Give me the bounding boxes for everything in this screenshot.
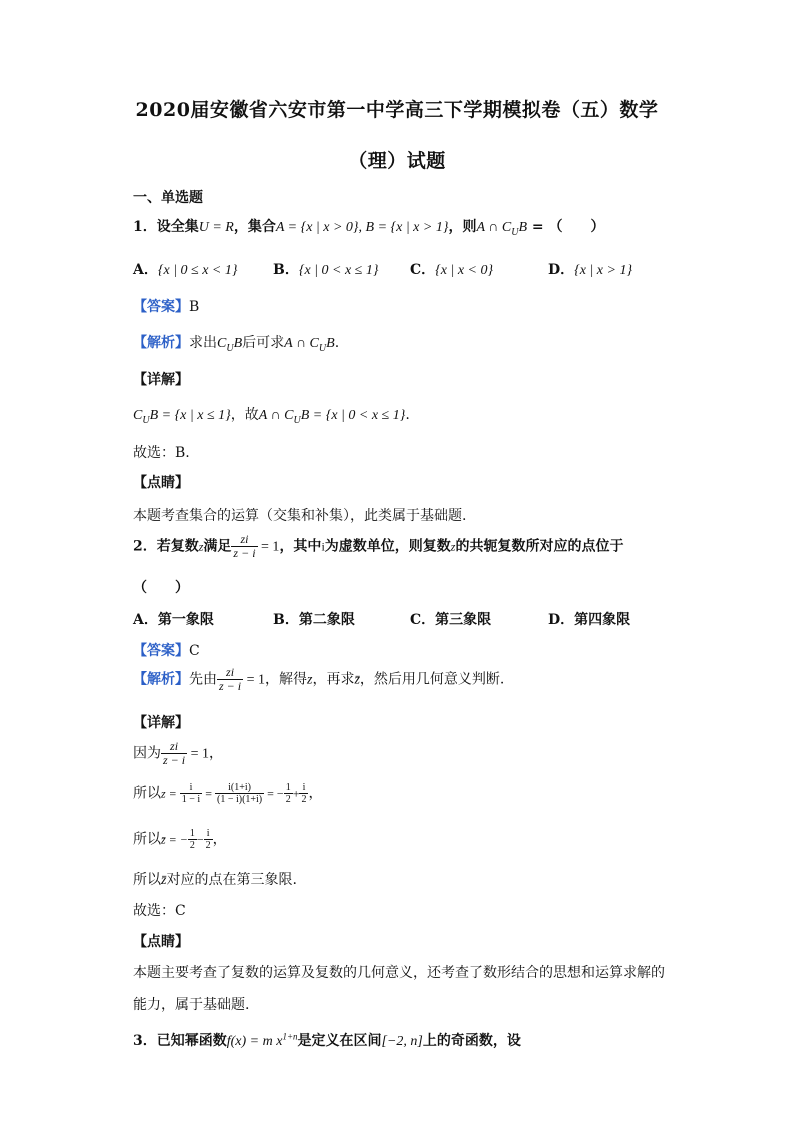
q2-option-d: D．第四象限 <box>548 612 631 628</box>
q2-analysis: 【解析】先由 $\frac{zi}{z - i}$ = 1，解得z，再求z̄，然后用几何意义判断. <box>133 665 505 694</box>
q1-answer: 【答案】B <box>133 299 200 315</box>
q1-stem: 1．设全集U = R，集合A = {x | x > 0}, B = {x | x > 1}，则A ∩ $C_UB$ = （ ） <box>133 219 605 238</box>
q2-stem: 2．若复数z满足 $\frac{zi}{z - i}$ = 1，其中i为虚数单位，则复数z的共轭复数所对应的点位于 <box>133 532 624 561</box>
q2-option-c: C．第三象限 <box>410 612 492 628</box>
q1-comment: 本题考查集合的运算（交集和补集），此类属于基础题. <box>133 508 467 524</box>
q1-option-a: A．{x | 0 ≤ x < 1} <box>133 262 238 278</box>
q2-step-3: 所以z̄对应的点在第三象限. <box>133 872 297 888</box>
q1-number: 1． <box>133 219 157 235</box>
q2-step-because: 因为 $\frac{zi}{z - i}$ = 1， <box>133 739 224 768</box>
q1-option-c: C．{x | x < 0} <box>410 262 494 278</box>
q2-comment-line2: 能力，属于基础题. <box>133 997 250 1013</box>
q2-step-1: 所以z = $\frac{i}{1 - i}$ = $\frac{i(1+i)}{(1 - i)(1+i)}$ = − $\frac{1}{2}$ + $\frac{i}{2}$ ， <box>133 782 323 805</box>
doc-title-line1: 2020届安徽省六安市第一中学高三下学期模拟卷（五）数学 <box>135 99 659 121</box>
q2-fraction: $\frac{zi}{z - i}$ <box>233 532 256 561</box>
section-heading: 一、单选题 <box>133 190 203 206</box>
q1-option-b: B．{x | 0 < x ≤ 1} <box>273 262 379 278</box>
q2-comment-line1: 本题主要考查了复数的运算及复数的几何意义，还考查了数形结合的思想和运算求解的 <box>133 965 665 981</box>
q1-choose: 故选：B. <box>133 445 190 461</box>
q1-detail: $C_UB = \{x$ | x ≤ 1}，故A ∩ $C_UB = \{x$ | 0 < x ≤ 1}. <box>133 407 410 426</box>
q2-comment-tag: 【点睛】 <box>133 934 189 950</box>
q2-option-b: B．第二象限 <box>273 612 355 628</box>
q2-number: 2． <box>133 538 157 555</box>
q3-stem: 3．已知幂函数f(x) = m $x^{1+n}$是定义在区间[−2, n]上的奇函数，设 <box>133 1031 521 1049</box>
doc-title-line2: （理）试题 <box>348 150 446 172</box>
q1-detail-tag: 【详解】 <box>133 372 189 388</box>
q2-answer: 【答案】C <box>133 643 200 659</box>
q1-analysis: 【解析】求出$C_UB$后可求A ∩ $C_UB$. <box>133 335 340 354</box>
q2-choose: 故选：C <box>133 903 186 919</box>
q2-option-a: A．第一象限 <box>133 612 214 628</box>
q1-comment-tag: 【点睛】 <box>133 475 189 491</box>
q1-option-d: D．{x | x > 1} <box>548 262 633 278</box>
q2-detail-tag: 【详解】 <box>133 715 189 731</box>
q2-paren: （ ） <box>133 580 189 596</box>
q2-step-2: 所以z̄ = − $\frac{1}{2}$ − $\frac{i}{2}$ ， <box>133 828 227 851</box>
q3-number: 3． <box>133 1033 157 1049</box>
